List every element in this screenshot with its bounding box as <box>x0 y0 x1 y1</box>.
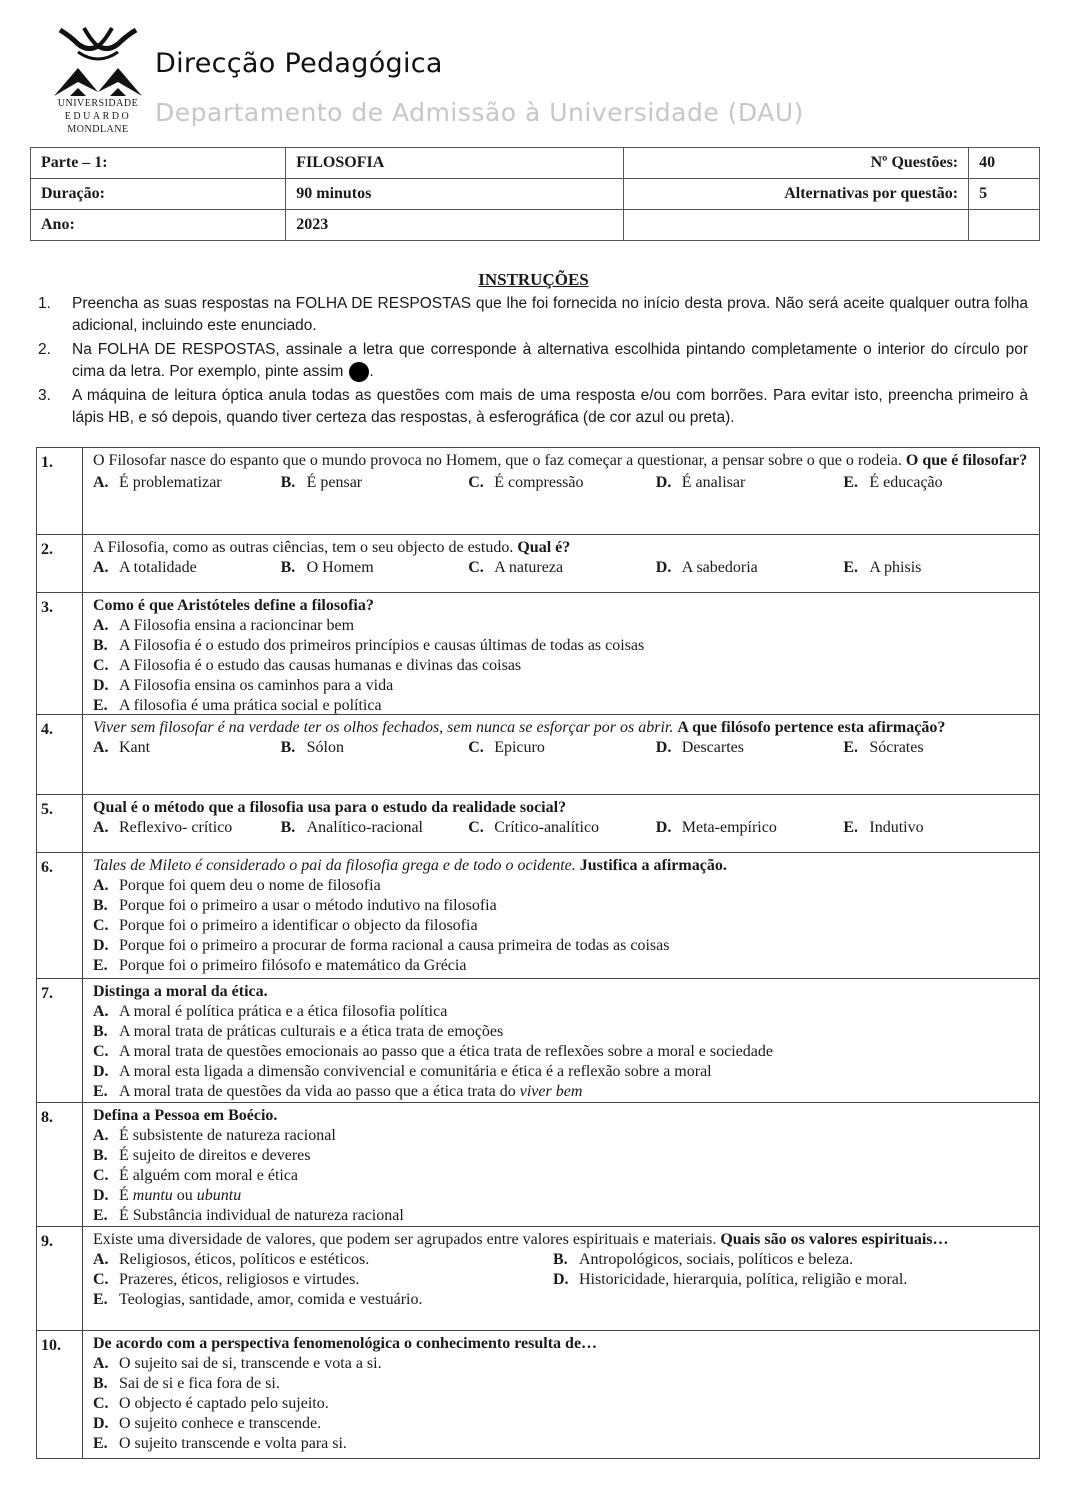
question-stem <box>93 538 1031 558</box>
option-e <box>843 558 1031 578</box>
option-text: Antropológicos, sociais, políticos e beleza. <box>579 1251 854 1268</box>
option-c <box>468 558 656 578</box>
option-text: Descartes <box>681 739 744 756</box>
option-letter: C. <box>93 1167 109 1184</box>
instruction-text: Preencha as suas respostas na FOLHA DE RESPOSTAS que lhe foi fornecida no início desta prova. Não será aceite qualquer outra folha adicional, incluindo este enunciado. <box>72 295 1028 334</box>
stem-bold: O que é filosofar? <box>905 452 1028 469</box>
instruction-text: Na FOLHA DE RESPOSTAS, assinale a letra que corresponde à alternativa escolhida pintando completamente o interior do círculo por cima da letra. Por exemplo, pinte assim <box>72 341 1028 380</box>
instructions-title: INSTRUÇÕES <box>478 270 589 289</box>
option-e <box>93 1290 553 1310</box>
option-letter: D. <box>93 1187 109 1204</box>
option-b <box>93 1146 1031 1166</box>
question-number: 2. <box>37 535 83 592</box>
option-text: Porque foi o primeiro a usar o método indutivo na filosofia <box>119 897 497 914</box>
question-number: 6. <box>37 853 83 978</box>
option-text: Sai de si e fica fora de si. <box>119 1375 280 1392</box>
instruction-text: A máquina de leitura óptica anula todas as questões com mais de uma resposta e/ou com borrões. Para evitar isto, preencha primeiro à lápis HB, e só depois, quando tiver certeza das respostas, à esferográfica (de cor azul ou preta). <box>72 387 1028 426</box>
option-letter: C. <box>93 1395 109 1412</box>
stem-bold: Qual é o método que a filosofia usa para o estudo da realidade social? <box>93 799 567 816</box>
option-letter: A. <box>93 819 109 836</box>
option-d <box>656 738 844 758</box>
option-text: É <box>119 1187 129 1204</box>
university-name-line1: UNIVERSIDADE <box>57 98 139 109</box>
option-c <box>468 473 656 493</box>
question-9 <box>36 1227 1040 1331</box>
option-text: Porque foi o primeiro a procurar de forma racional a causa primeira de todas as coisas <box>119 937 670 954</box>
option-a <box>93 558 281 578</box>
ano-label: Ano: <box>31 210 286 241</box>
option-letter: A. <box>93 1003 109 1020</box>
empty-cell <box>969 210 1040 241</box>
option-e <box>93 956 1031 976</box>
option-letter: A. <box>93 739 109 756</box>
option-d <box>656 558 844 578</box>
option-text: É alguém com moral e ética <box>119 1167 299 1184</box>
option-letter: A. <box>93 474 109 491</box>
option-italic: muntu <box>132 1187 173 1204</box>
option-e <box>93 1434 1031 1454</box>
instruction-number: 3. <box>38 387 51 404</box>
instruction-item <box>38 385 1028 429</box>
option-text: É compressão <box>494 474 584 491</box>
option-italic: viver bem <box>519 1083 583 1100</box>
ano-value: 2023 <box>286 210 624 241</box>
stem-bold: Como é que Aristóteles define a filosofia? <box>93 597 374 614</box>
option-b <box>281 738 469 758</box>
option-d <box>93 1062 1031 1082</box>
option-d <box>93 676 1031 696</box>
option-d <box>93 1414 1031 1434</box>
duracao-label: Duração: <box>31 179 286 210</box>
instruction-number: 2. <box>38 341 51 358</box>
option-text: O sujeito sai de si, transcende e vota a si. <box>119 1355 382 1372</box>
option-text: A Filosofia é o estudo das causas humanas e divinas das coisas <box>119 657 522 674</box>
option-letter: C. <box>468 474 484 491</box>
question-number: 1. <box>37 448 83 534</box>
option-letter: D. <box>93 937 109 954</box>
question-6 <box>36 853 1040 979</box>
empty-cell <box>624 210 969 241</box>
option-text: É analisar <box>681 474 746 491</box>
option-text: A sabedoria <box>681 559 758 576</box>
stem-text: Existe uma diversidade de valores, que podem ser agrupados entre valores espirituais e materiais. <box>93 1231 717 1248</box>
question-number: 9. <box>37 1227 83 1330</box>
question-2 <box>36 535 1040 593</box>
option-b <box>93 896 1031 916</box>
question-stem <box>93 982 1031 1002</box>
option-text: A totalidade <box>119 559 197 576</box>
department-subtitle: Departamento de Admissão à Universidade (DAU) <box>155 98 804 127</box>
option-letter: C. <box>468 739 484 756</box>
instruction-item <box>38 293 1028 337</box>
exam-info-table <box>30 147 1040 241</box>
question-10 <box>36 1331 1040 1459</box>
option-b <box>93 1022 1031 1042</box>
department-title: Direcção Pedagógica <box>155 48 443 79</box>
option-text: Meta-empírico <box>681 819 777 836</box>
option-c <box>93 1166 1031 1186</box>
option-a <box>93 1126 1031 1146</box>
option-text: A moral esta ligada a dimensão convivencial e comunitária e ética é a reflexão sobre a moral <box>119 1063 712 1080</box>
university-name-line3: MONDLANE <box>67 124 129 135</box>
option-d <box>553 1270 1031 1290</box>
question-stem <box>93 798 1031 818</box>
question-stem <box>93 596 1031 616</box>
option-text: A moral trata de questões emocionais ao passo que a ética trata de reflexões sobre a moral e sociedade <box>119 1043 773 1060</box>
option-text: Porque foi o primeiro filósofo e matemático da Grécia <box>119 957 467 974</box>
option-text: A natureza <box>494 559 564 576</box>
option-letter: E. <box>93 1083 108 1100</box>
question-number: 8. <box>37 1103 83 1226</box>
option-letter: E. <box>93 697 108 714</box>
option-text: O Homem <box>306 559 374 576</box>
instructions-list <box>38 293 1028 431</box>
option-letter: E. <box>93 1291 108 1308</box>
question-stem <box>93 856 1031 876</box>
option-letter: A. <box>93 1127 109 1144</box>
option-c <box>93 656 1031 676</box>
option-d <box>656 818 844 838</box>
instruction-text-end: . <box>369 363 374 380</box>
option-c <box>93 1394 1031 1414</box>
parte-label: Parte – 1: <box>31 148 286 179</box>
option-text: Porque foi quem deu o nome de filosofia <box>119 877 381 894</box>
alternatives-label: Alternativas por questão: <box>624 179 969 210</box>
option-text: Sólon <box>306 739 344 756</box>
option-letter: C. <box>468 819 484 836</box>
option-letter: A. <box>93 877 109 894</box>
option-text: O sujeito transcende e volta para si. <box>119 1435 347 1452</box>
question-3 <box>36 593 1040 715</box>
option-letter: B. <box>93 637 108 654</box>
stem-text: O Filosofar nasce do espanto que o mundo provoca no Homem, que o faz começar a questionar, a pensar sobre o que o rodeia. <box>93 452 902 469</box>
duracao-value: 90 minutos <box>286 179 624 210</box>
num-questions-label: Nº Questões: <box>624 148 969 179</box>
question-number: 5. <box>37 795 83 852</box>
question-stem <box>93 718 1031 738</box>
option-e <box>93 1082 1031 1102</box>
option-text: Religiosos, éticos, políticos e estéticos. <box>119 1251 370 1268</box>
option-italic: ubuntu <box>196 1187 242 1204</box>
option-letter: B. <box>93 1023 108 1040</box>
option-e <box>93 696 1031 715</box>
option-d <box>93 1186 1031 1206</box>
stem-bold: Quais são os valores espirituais… <box>720 1231 949 1248</box>
option-text: O sujeito conhece e transcende. <box>119 1415 322 1432</box>
option-b <box>281 558 469 578</box>
option-a <box>93 738 281 758</box>
option-text: Historicidade, hierarquia, política, religião e moral. <box>579 1271 908 1288</box>
stem-italic: Viver sem filosofar é na verdade ter os olhos fechados, sem nunca se esforçar por os abrir. <box>93 719 674 736</box>
question-7 <box>36 979 1040 1103</box>
option-a <box>93 818 281 838</box>
option-letter: A. <box>93 617 109 634</box>
option-a <box>93 1354 1031 1374</box>
option-letter: D. <box>655 559 672 576</box>
question-stem <box>93 1106 1031 1126</box>
option-c <box>468 818 656 838</box>
option-text: A filosofia é uma prática social e política <box>119 697 382 714</box>
questions-list <box>36 447 1040 1459</box>
alternatives-value: 5 <box>969 179 1040 210</box>
option-b <box>553 1250 1031 1270</box>
option-letter: E. <box>843 474 859 491</box>
option-e <box>843 818 1031 838</box>
option-letter: A. <box>93 1355 109 1372</box>
option-c <box>468 738 656 758</box>
option-a <box>93 876 1031 896</box>
option-letter: B. <box>280 819 296 836</box>
option-text: A Filosofia é o estudo dos primeiros princípios e causas últimas de todas as coisas <box>119 637 645 654</box>
option-e <box>93 1206 1031 1226</box>
question-number: 3. <box>37 593 83 714</box>
question-number: 4. <box>37 715 83 794</box>
option-c <box>93 1270 553 1290</box>
option-text: É problematizar <box>119 474 222 491</box>
stem-bold: De acordo com a perspectiva fenomenológica o conhecimento resulta de… <box>93 1335 598 1352</box>
option-text: Crítico-analítico <box>494 819 600 836</box>
option-c <box>93 1042 1031 1062</box>
uem-emblem-icon <box>48 22 148 100</box>
option-a <box>93 1002 1031 1022</box>
option-text: É sujeito de direitos e deveres <box>119 1147 311 1164</box>
option-letter: C. <box>93 657 109 674</box>
option-letter: A. <box>93 559 109 576</box>
option-b <box>93 636 1031 656</box>
option-text: Sócrates <box>869 739 924 756</box>
option-text: Kant <box>119 739 151 756</box>
stem-bold: A que filósofo pertence esta afirmação? <box>677 719 946 736</box>
option-letter: E. <box>843 819 859 836</box>
option-b <box>281 818 469 838</box>
num-questions-value: 40 <box>969 148 1040 179</box>
option-letter: E. <box>93 957 108 974</box>
option-letter: D. <box>93 677 109 694</box>
option-text: Porque foi o primeiro a identificar o objecto da filosofia <box>119 917 478 934</box>
option-text: Prazeres, éticos, religiosos e virtudes. <box>119 1271 360 1288</box>
question-number: 7. <box>37 979 83 1102</box>
option-letter: C. <box>93 1043 109 1060</box>
option-letter: B. <box>280 559 296 576</box>
instruction-number: 1. <box>38 295 51 312</box>
question-5 <box>36 795 1040 853</box>
option-letter: B. <box>280 739 296 756</box>
option-letter: C. <box>468 559 484 576</box>
option-d <box>656 473 844 493</box>
option-letter: D. <box>93 1415 109 1432</box>
stem-bold: Distinga a moral da ética. <box>93 983 268 1000</box>
stem-text: A Filosofia, como as outras ciências, tem o seu objecto de estudo. <box>93 539 514 556</box>
option-text: É subsistente de natureza racional <box>119 1127 336 1144</box>
question-8 <box>36 1103 1040 1227</box>
option-letter: B. <box>93 1375 108 1392</box>
option-text: O objecto é captado pelo sujeito. <box>119 1395 329 1412</box>
question-4 <box>36 715 1040 795</box>
option-a <box>93 616 1031 636</box>
question-number: 10. <box>37 1331 83 1458</box>
option-text: A Filosofia ensina os caminhos para a vida <box>119 677 394 694</box>
option-letter: D. <box>553 1271 569 1288</box>
option-c <box>93 916 1031 936</box>
option-text: Indutivo <box>869 819 924 836</box>
stem-bold: Qual é? <box>517 539 571 556</box>
question-stem <box>93 1334 1031 1354</box>
option-letter: D. <box>655 739 672 756</box>
option-text: É pensar <box>306 474 363 491</box>
option-text: A phisis <box>869 559 922 576</box>
option-a <box>93 473 281 493</box>
question-stem <box>93 1230 1031 1250</box>
option-letter: B. <box>553 1251 568 1268</box>
instruction-item <box>38 339 1028 383</box>
university-name-line2: EDUARDO <box>64 111 132 122</box>
option-text: A Filosofia ensina a racioncinar bem <box>119 617 355 634</box>
option-letter: E. <box>93 1435 108 1452</box>
option-d <box>93 936 1031 956</box>
option-letter: A. <box>93 1251 109 1268</box>
option-letter: E. <box>843 739 859 756</box>
filled-circle-icon <box>349 362 369 382</box>
option-letter: E. <box>843 559 859 576</box>
option-text: A moral trata de questões da vida ao passo que a ética trata do <box>119 1083 516 1100</box>
option-e <box>843 473 1031 493</box>
question-1 <box>36 447 1040 535</box>
stem-bold: Defina a Pessoa em Boécio. <box>93 1107 278 1124</box>
option-letter: E. <box>93 1207 108 1224</box>
option-letter: C. <box>93 917 109 934</box>
option-text: É Substância individual de natureza racional <box>119 1207 404 1224</box>
option-text: ou <box>176 1187 193 1204</box>
option-text: A moral trata de práticas culturais e a ética trata de emoções <box>119 1023 504 1040</box>
option-letter: D. <box>93 1063 109 1080</box>
option-b <box>93 1374 1031 1394</box>
option-text: Epicuro <box>494 739 545 756</box>
option-a <box>93 1250 553 1270</box>
option-letter: B. <box>93 897 108 914</box>
parte-value: FILOSOFIA <box>286 148 624 179</box>
option-text: Teologias, santidade, amor, comida e vestuário. <box>119 1291 423 1308</box>
option-b <box>281 473 469 493</box>
option-text: Reflexivo- crítico <box>119 819 233 836</box>
option-letter: D. <box>655 819 672 836</box>
option-e <box>843 738 1031 758</box>
option-letter: B. <box>93 1147 108 1164</box>
question-stem <box>93 451 1031 471</box>
option-text: Analítico-racional <box>306 819 423 836</box>
option-text: A moral é política prática e a ética filosofia política <box>119 1003 448 1020</box>
option-text: É educação <box>869 474 943 491</box>
stem-italic: Tales de Mileto é considerado o pai da filosofia grega e de todo o ocidente. <box>93 857 576 874</box>
stem-bold: Justifica a afirmação. <box>579 857 727 874</box>
option-letter: D. <box>655 474 672 491</box>
option-letter: C. <box>93 1271 109 1288</box>
option-letter: B. <box>280 474 296 491</box>
